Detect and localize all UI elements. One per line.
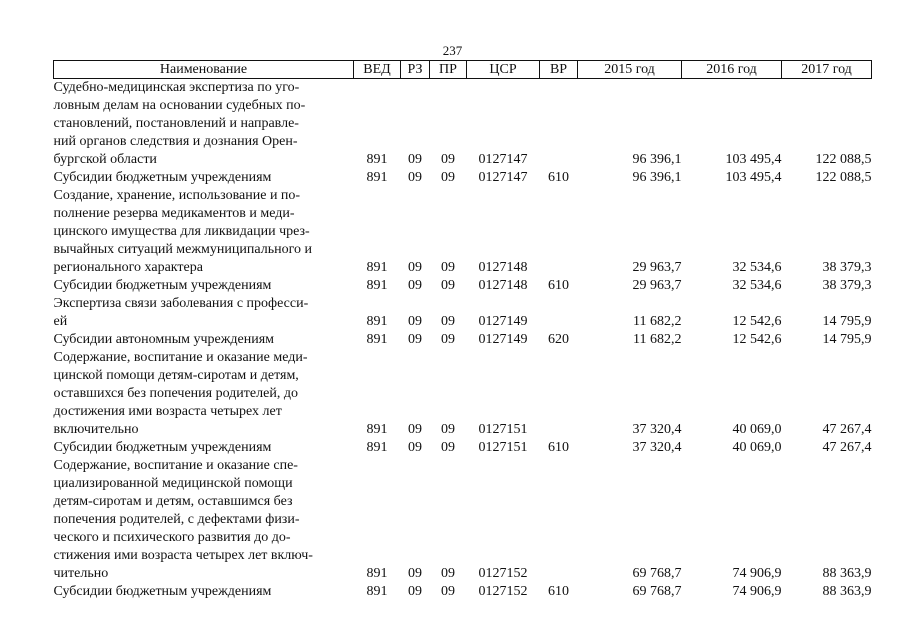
row-2016: 40 069,0 xyxy=(732,440,782,455)
column-header-2015: 2015 год xyxy=(578,61,682,79)
table-row xyxy=(54,439,872,457)
row-ved: 891 xyxy=(366,440,388,455)
row-name: Субсидии бюджетным учреждениям xyxy=(53,278,272,293)
row-2015: 37 320,4 xyxy=(632,422,682,437)
row-2015: 29 963,7 xyxy=(632,278,682,293)
row-vr: 610 xyxy=(548,170,569,185)
row-vr xyxy=(540,349,578,439)
row-pr: 09 xyxy=(441,260,455,275)
row-2016: 74 906,9 xyxy=(732,584,782,599)
row-vr: 620 xyxy=(548,332,569,347)
row-rz: 09 xyxy=(408,152,422,167)
row-2017: 14 795,9 xyxy=(822,314,872,329)
row-2015: 96 396,1 xyxy=(632,170,682,185)
row-pr: 09 xyxy=(441,278,455,293)
row-csr: 0127149 xyxy=(478,314,528,329)
row-csr: 0127151 xyxy=(478,422,528,437)
row-name: Содержание, воспитание и оказание меди- цинской помощи детям-сиротам и детям, оставшихся без попечения родителей, до достижения ими возраста четырех лет включительно xyxy=(53,350,308,437)
row-2017: 122 088,5 xyxy=(815,170,872,185)
row-2016: 12 542,6 xyxy=(732,314,782,329)
row-2017: 47 267,4 xyxy=(822,440,872,455)
table-row xyxy=(54,583,872,601)
row-ved: 891 xyxy=(366,278,388,293)
row-pr: 09 xyxy=(441,332,455,347)
column-header-2016: 2016 год xyxy=(682,61,782,79)
row-2016: 12 542,6 xyxy=(732,332,782,347)
row-vr xyxy=(540,457,578,583)
row-vr: 610 xyxy=(548,278,569,293)
row-2015: 96 396,1 xyxy=(632,152,682,167)
row-rz: 09 xyxy=(408,422,422,437)
row-ved: 891 xyxy=(366,584,388,599)
row-pr: 09 xyxy=(441,152,455,167)
row-2017: 88 363,9 xyxy=(822,584,872,599)
table-body xyxy=(54,79,872,602)
row-csr: 0127152 xyxy=(478,566,528,581)
row-vr xyxy=(540,295,578,331)
row-rz: 09 xyxy=(408,566,422,581)
row-pr: 09 xyxy=(441,584,455,599)
row-2016: 74 906,9 xyxy=(732,566,782,581)
budget-table xyxy=(53,60,872,601)
row-name: Субсидии автономным учреждениям xyxy=(53,332,275,347)
column-header-2017: 2017 год xyxy=(782,61,872,79)
row-ved: 891 xyxy=(366,566,388,581)
row-2015: 37 320,4 xyxy=(632,440,682,455)
row-ved: 891 xyxy=(366,170,388,185)
row-2015: 11 682,2 xyxy=(633,332,682,347)
row-2016: 32 534,6 xyxy=(732,260,782,275)
row-2017: 88 363,9 xyxy=(822,566,872,581)
column-header-pr: ПР xyxy=(430,61,467,79)
row-2017: 14 795,9 xyxy=(822,332,872,347)
table-row xyxy=(54,169,872,187)
row-name: Судебно-медицинская экспертиза по уго- ловным делам на основании судебных по- становлений, постановлений и направле- ний органов следствия и дознания Орен- бургской области xyxy=(53,80,306,167)
row-2016: 103 495,4 xyxy=(725,170,782,185)
table-row xyxy=(54,457,872,583)
row-ved: 891 xyxy=(366,152,388,167)
row-csr: 0127151 xyxy=(478,440,528,455)
row-rz: 09 xyxy=(408,170,422,185)
row-vr: 610 xyxy=(548,440,569,455)
row-ved: 891 xyxy=(366,422,388,437)
row-pr: 09 xyxy=(441,440,455,455)
table-row xyxy=(54,349,872,439)
row-name: Субсидии бюджетным учреждениям xyxy=(53,440,272,455)
table-row xyxy=(54,79,872,170)
table-row xyxy=(54,187,872,277)
row-name: Субсидии бюджетным учреждениям xyxy=(53,170,272,185)
row-2017: 122 088,5 xyxy=(815,152,872,167)
page-number: 237 xyxy=(442,43,463,58)
row-csr: 0127148 xyxy=(478,278,528,293)
table-row xyxy=(54,295,872,331)
row-csr: 0127147 xyxy=(478,170,528,185)
row-ved: 891 xyxy=(366,332,388,347)
row-2017: 38 379,3 xyxy=(822,260,872,275)
row-rz: 09 xyxy=(408,440,422,455)
row-2016: 40 069,0 xyxy=(732,422,782,437)
row-ved: 891 xyxy=(366,314,388,329)
row-rz: 09 xyxy=(408,314,422,329)
row-2015: 11 682,2 xyxy=(633,314,682,329)
column-header-name: Наименование xyxy=(54,61,354,79)
row-2015: 29 963,7 xyxy=(632,260,682,275)
row-2015: 69 768,7 xyxy=(632,584,682,599)
row-rz: 09 xyxy=(408,260,422,275)
row-rz: 09 xyxy=(408,332,422,347)
row-name: Субсидии бюджетным учреждениям xyxy=(53,584,272,599)
row-vr xyxy=(540,187,578,277)
table-row xyxy=(54,277,872,295)
column-header-csr: ЦСР xyxy=(467,61,540,79)
row-name: Содержание, воспитание и оказание спе- циализированной медицинской помощи детям-сиротам и детям, оставшимся без попечения родителей, с дефектами физи- ческого и психического развития до до- стижения ими возраста четырех лет включ- чительно xyxy=(53,458,313,581)
row-2017: 47 267,4 xyxy=(822,422,872,437)
table-header-row xyxy=(54,61,872,79)
row-pr: 09 xyxy=(441,170,455,185)
row-pr: 09 xyxy=(441,566,455,581)
row-pr: 09 xyxy=(441,314,455,329)
row-2016: 103 495,4 xyxy=(725,152,782,167)
column-header-rz: РЗ xyxy=(401,61,430,79)
row-2016: 32 534,6 xyxy=(732,278,782,293)
column-header-vr: ВР xyxy=(540,61,578,79)
row-2015: 69 768,7 xyxy=(632,566,682,581)
row-rz: 09 xyxy=(408,278,422,293)
row-name: Создание, хранение, использование и по- полнение резерва медикаментов и меди- цинского имущества для ликвидации чрез- вычайных ситуаций межмуниципального и регионального характера xyxy=(53,188,312,275)
row-csr: 0127148 xyxy=(478,260,528,275)
row-2017: 38 379,3 xyxy=(822,278,872,293)
table-row xyxy=(54,331,872,349)
row-csr: 0127149 xyxy=(478,332,528,347)
row-vr: 610 xyxy=(548,584,569,599)
row-ved: 891 xyxy=(366,260,388,275)
row-rz: 09 xyxy=(408,584,422,599)
column-header-ved: ВЕД xyxy=(354,61,401,79)
row-vr xyxy=(540,79,578,170)
row-name: Экспертиза связи заболевания с професси- ей xyxy=(53,296,309,329)
row-csr: 0127152 xyxy=(478,584,528,599)
row-csr: 0127147 xyxy=(478,152,528,167)
row-pr: 09 xyxy=(441,422,455,437)
